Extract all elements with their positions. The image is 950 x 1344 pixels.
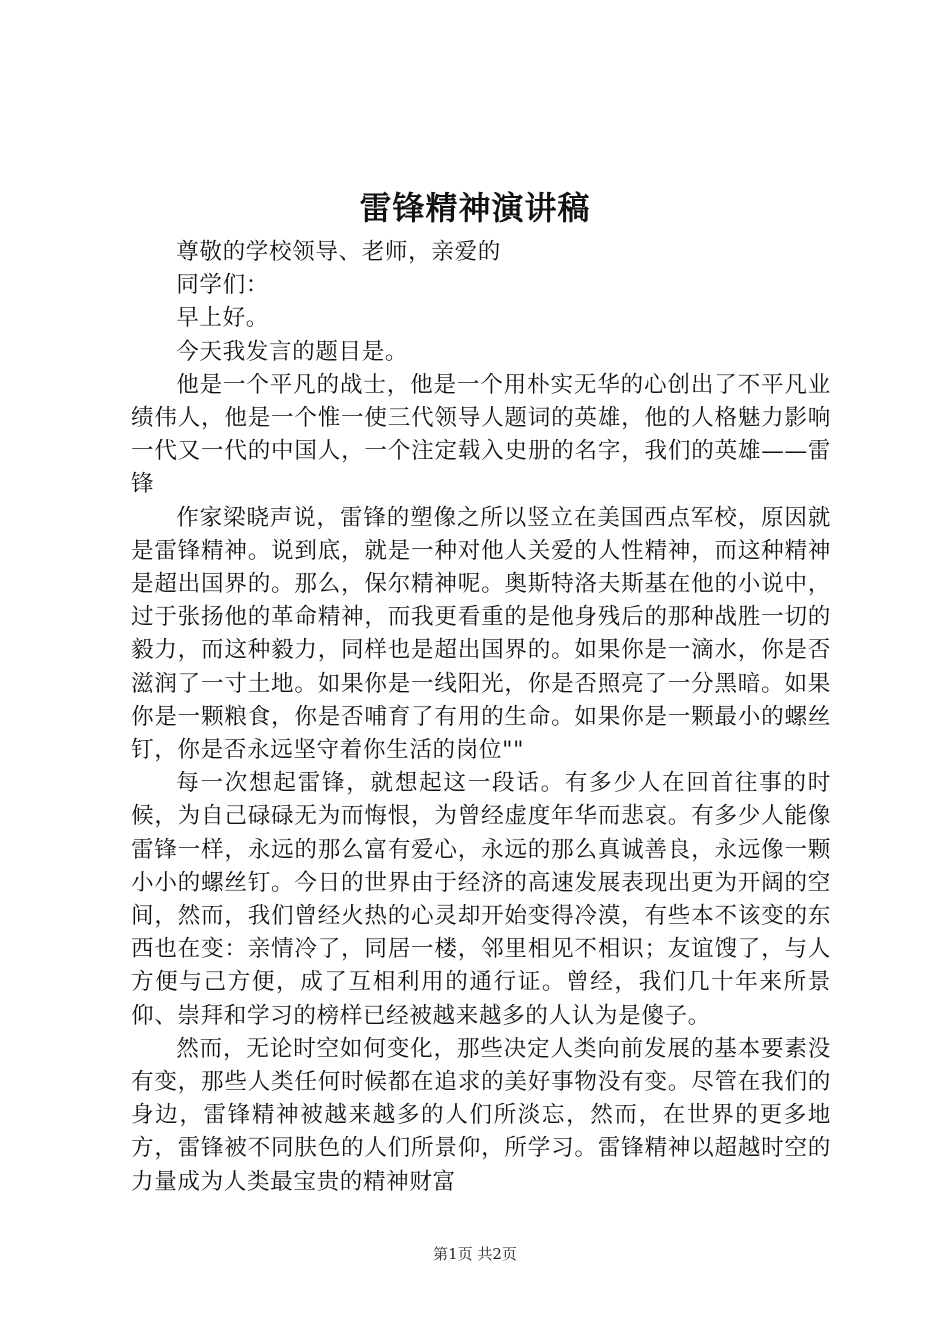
page-number-footer: 第1页 共2页 — [433, 1245, 517, 1263]
document-title: 雷锋精神演讲稿 — [359, 189, 591, 227]
greeting-line-continued: 同学们： — [176, 272, 269, 299]
body-paragraph: 作家梁晓声说，雷锋的塑像之所以竖立在美国西点军校，原因就是雷锋精神。说到底，就是一种对他人关爱的人性精神，而这种精神是超出国界的。那么，保尔精神呢。奥斯特洛夫斯基在他的小说中，过于张扬他的革命精神，而我更看重的是他身残后的那种战胜一切的毅力，而这种毅力，同样也是超出国界的。如果你是一滴水，你是否滋润了一寸土地。如果你是一线阳光，你是否照亮了一分黑暗。如果你是一颗粮食，你是否哺育了有用的生命。如果你是一颗最小的螺丝钉，你是否永远坚守着你生活的岗位"" — [131, 504, 831, 764]
body-paragraph: 然而，无论时空如何变化，那些决定人类向前发展的基本要素没有变，那些人类任何时候都在追求的美好事物没有变。尽管在我们的身边，雷锋精神被越来越多的人们所淡忘，然而，在世界的更多地方，雷锋被不同肤色的人们所景仰，所学习。雷锋精神以超越时空的力量成为人类最宝贵的精神财富 — [131, 1035, 831, 1195]
body-paragraph: 他是一个平凡的战士，他是一个用朴实无华的心创出了不平凡业绩伟人，他是一个惟一使三代领导人题词的英雄，他的人格魅力影响一代又一代的中国人，一个注定载入史册的名字，我们的英雄——雷锋 — [131, 371, 831, 498]
document-body — [131, 236, 831, 1199]
greeting-line: 尊敬的学校领导、老师，亲爱的 — [176, 239, 501, 265]
body-paragraph: 每一次想起雷锋，就想起这一段话。有多少人在回首往事的时候，为自己碌碌无为而悔恨，为曾经虚度年华而悲哀。有多少人能像雷锋一样，永远的那么富有爱心，永远的那么真诚善良，永远像一颗小小的螺丝钉。今日的世界由于经济的高速发展表现出更为开阔的空间，然而，我们曾经火热的心灵却开始变得冷漠，有些本不该变的东西也在变：亲情冷了，同居一楼，邻里相见不相识；友谊馊了，与人方便与己方便，成了互相利用的通行证。曾经，我们几十年来所景仰、崇拜和学习的榜样已经被越来越多的人认为是傻子。 — [131, 770, 831, 1029]
topic-line: 今天我发言的题目是。 — [176, 338, 409, 365]
morning-greeting: 早上好。 — [176, 305, 269, 332]
